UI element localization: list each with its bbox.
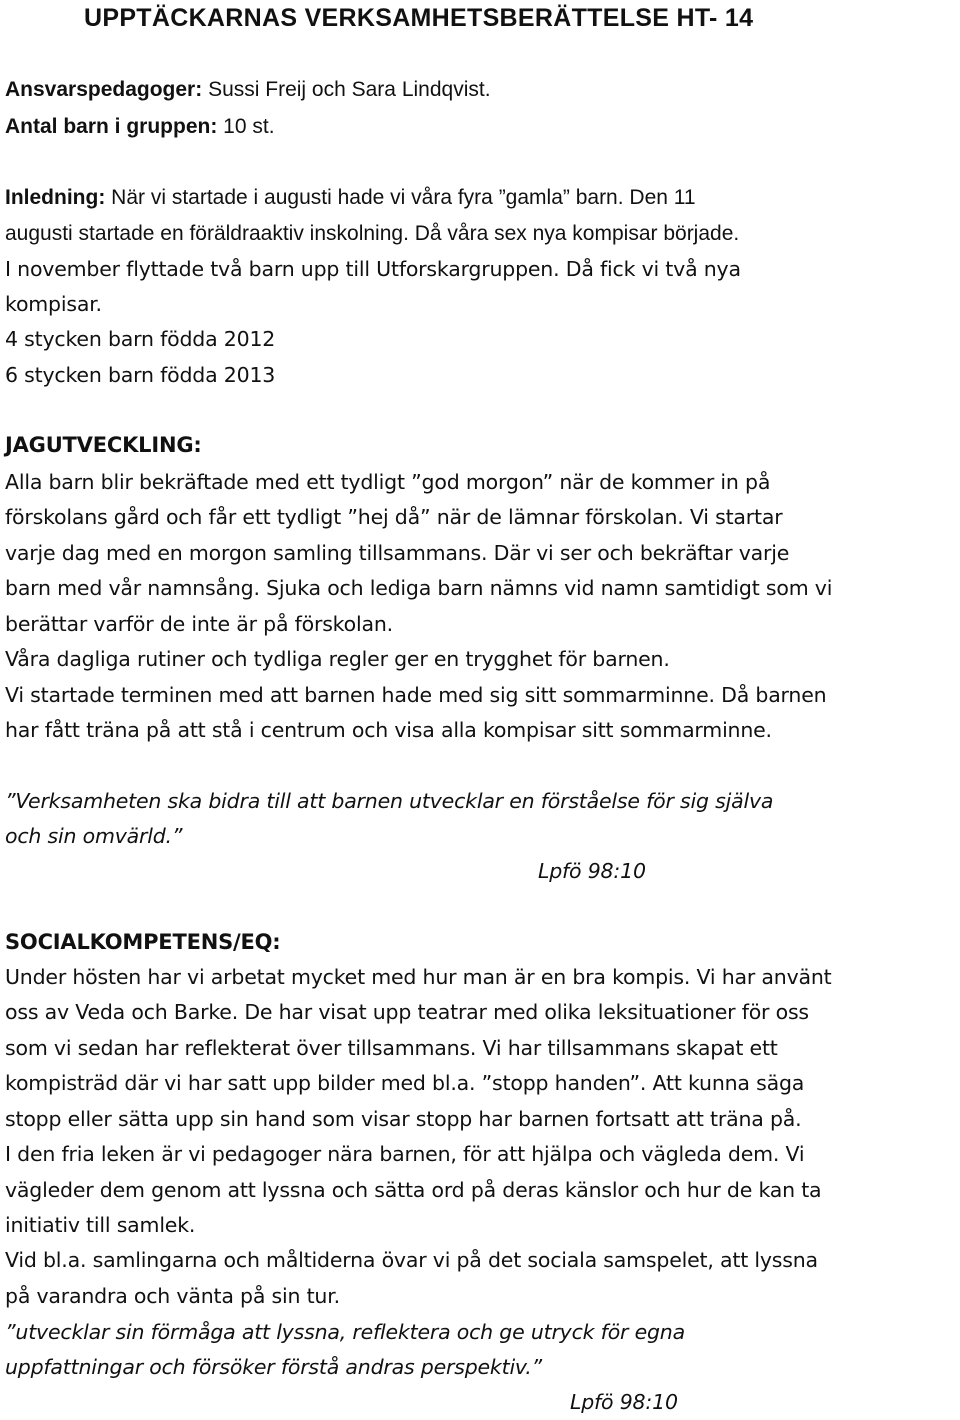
- curriculum-quote: ”Verksamheten ska bidra till att barnen utvecklar en förståelse för sig själva: [5, 789, 774, 813]
- paragraph-line: Alla barn blir bekräftade med ett tydligt ”god morgon” när de kommer in på: [5, 470, 771, 494]
- pedagogues-label: Ansvarspedagoger:: [5, 78, 203, 101]
- section-heading-jagutveckling: JAGUTVECKLING:: [5, 433, 202, 457]
- intro-line: I november flyttade två barn upp till Utforskargruppen. Då fick vi två nya: [5, 257, 741, 281]
- quote-source: Lpfö 98:10: [570, 1390, 678, 1414]
- curriculum-quote: ”utvecklar sin förmåga att lyssna, reflektera och ge utryck för egna: [5, 1320, 685, 1344]
- paragraph-line: förskolans gård och får ett tydligt ”hej då” när de lämnar förskolan. Vi startar: [5, 505, 783, 529]
- paragraph-line: berättar varför de inte är på förskolan.: [5, 612, 393, 636]
- intro-text: När vi startade i augusti hade vi våra fyra ”gamla” barn. Den 11: [111, 186, 696, 209]
- paragraph-line: oss av Veda och Barke. De har visat upp teatrar med olika leksituationer för oss: [5, 1000, 809, 1024]
- paragraph-line: varje dag med en morgon samling tillsammans. Där vi ser och bekräftar varje: [5, 541, 790, 565]
- paragraph-line: har fått träna på att stå i centrum och visa alla kompisar sitt sommarminne.: [5, 718, 772, 742]
- intro-line: 4 stycken barn födda 2012: [5, 327, 276, 351]
- paragraph-line: I den fria leken är vi pedagoger nära barnen, för att hjälpa och vägleda dem. Vi: [5, 1142, 805, 1166]
- page-title: UPPTÄCKARNAS VERKSAMHETSBERÄTTELSE HT- 14: [84, 4, 754, 32]
- paragraph-line: Våra dagliga rutiner och tydliga regler ger en trygghet för barnen.: [5, 647, 670, 671]
- quote-source: Lpfö 98:10: [538, 859, 646, 883]
- paragraph-line: Vid bl.a. samlingarna och måltiderna övar vi på det sociala samspelet, att lyssna: [5, 1248, 818, 1272]
- intro-label: Inledning:: [5, 186, 106, 209]
- intro-line: 6 stycken barn födda 2013: [5, 363, 276, 387]
- curriculum-quote: och sin omvärld.”: [5, 824, 183, 848]
- paragraph-line: stopp eller sätta upp sin hand som visar stopp har barnen fortsatt att träna på.: [5, 1107, 802, 1131]
- paragraph-line: initiativ till samlek.: [5, 1213, 196, 1237]
- paragraph-line: Vi startade terminen med att barnen hade med sig sitt sommarminne. Då barnen: [5, 683, 827, 707]
- section-heading-socialkompetens: SOCIALKOMPETENS/EQ:: [5, 930, 281, 954]
- intro-line: kompisar.: [5, 292, 102, 316]
- paragraph-line: kompisträd där vi har satt upp bilder med bl.a. ”stopp handen”. Att kunna säga: [5, 1071, 805, 1095]
- intro-line-1: [5, 184, 696, 212]
- paragraph-line: vägleder dem genom att lyssna och sätta ord på deras känslor och hur de kan ta: [5, 1178, 822, 1202]
- curriculum-quote: uppfattningar och försöker förstå andras perspektiv.”: [5, 1355, 542, 1379]
- pedagogues-value: Sussi Freij och Sara Lindqvist.: [208, 78, 491, 101]
- paragraph-line: Under hösten har vi arbetat mycket med hur man är en bra kompis. Vi har använt: [5, 965, 832, 989]
- pedagogues-row: [5, 76, 491, 104]
- intro-line: augusti startade en föräldraaktiv inskolning. Då våra sex nya kompisar började.: [5, 222, 740, 245]
- paragraph-line: på varandra och vänta på sin tur.: [5, 1284, 340, 1308]
- children-count-row: [5, 113, 275, 141]
- paragraph-line: barn med vår namnsång. Sjuka och lediga barn nämns vid namn samtidigt som vi: [5, 576, 833, 600]
- paragraph-line: som vi sedan har reflekterat över tillsammans. Vi har tillsammans skapat ett: [5, 1036, 778, 1060]
- children-count-value: 10 st.: [223, 115, 275, 138]
- children-count-label: Antal barn i gruppen:: [5, 115, 218, 138]
